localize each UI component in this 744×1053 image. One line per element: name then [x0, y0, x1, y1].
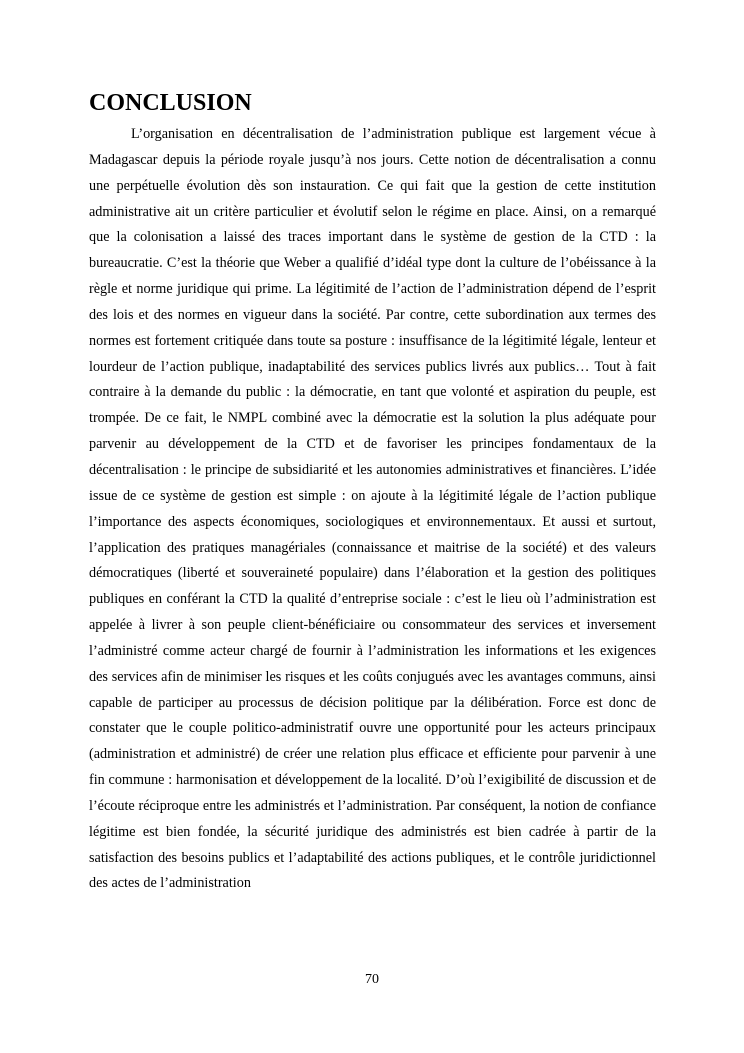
conclusion-paragraph: L’organisation en décentralisation de l’administration publique est largement vécue à Madagascar depuis la période royale jusqu’à nos jours. Cette notion de décentralisation a connu une perpétuelle évolution dès son instauration. Ce qui fait que la gestion de cette institution administrative ait un critère particulier et évolutif selon le régime en place. Ainsi, on a remarqué que la colonisation a laissé des traces important dans le système de gestion de la CTD : la bureaucratie. C’est la théorie que Weber a qualifié d’idéal type dont la culture de l’obéissance à la règle et norme juridique qui prime. La légitimité de l’action de l’administration dépend de l’esprit des lois et des normes en vigueur dans la société. Par contre, cette subordination aux termes des normes est fortement critiquée dans toute sa posture : insuffisance de la légitimité légale, lenteur et lourdeur de l’action publique, inadaptabilité des services publics livrés aux publics… Tout à fait contraire à la demande du public : la démocratie, en tant que volonté et aspiration du peuple, est trompée. De ce fait, le NMPL combiné avec la démocratie est la solution la plus adéquate pour parvenir au développement de la CTD et de favoriser les principes fondamentaux de la décentralisation : le principe de subsidiarité et les autonomies administratives et financières. L’idée issue de ce système de gestion est simple : on ajoute à la légitimité légale de l’action publique l’importance des aspects économiques, sociologiques et environnementaux. Et aussi et surtout, l’application des pratiques managériales (connaissance et maitrise de la société) et des valeurs démocratiques (liberté et souveraineté populaire) dans l’élaboration et la gestion des politiques publiques en conférant la CTD la qualité d’entreprise sociale : c’est le lieu où l’administration est appelée à livrer à son peuple client-bénéficiaire ou consommateur des services et inversement l’administré comme acteur chargé de fournir à l’administration les informations et les exigences des services afin de minimiser les risques et les coûts conjugués avec les avantages communs, ainsi capable de participer au processus de décision politique par la délibération. Force est donc de constater que le couple politico-administratif ouvre une opportunité pour les acteurs principaux (administration et administré) de créer une relation plus efficace et efficiente pour parvenir à une fin commune : harmonisation et développement de la localité. D’où l’exigibilité de discussion et de l’écoute réciproque entre les administrés et l’administration. Par conséquent, la notion de confiance légitime est bien fondée, la sécurité juridique des administrés est bien cadrée à partir de la satisfaction des besoins publics et l’adaptabilité des actions publiques, et le contrôle juridictionnel des actes de l’administration — [89, 126, 656, 892]
page-title: CONCLUSION — [89, 90, 252, 116]
page-number: 70 — [365, 972, 379, 987]
